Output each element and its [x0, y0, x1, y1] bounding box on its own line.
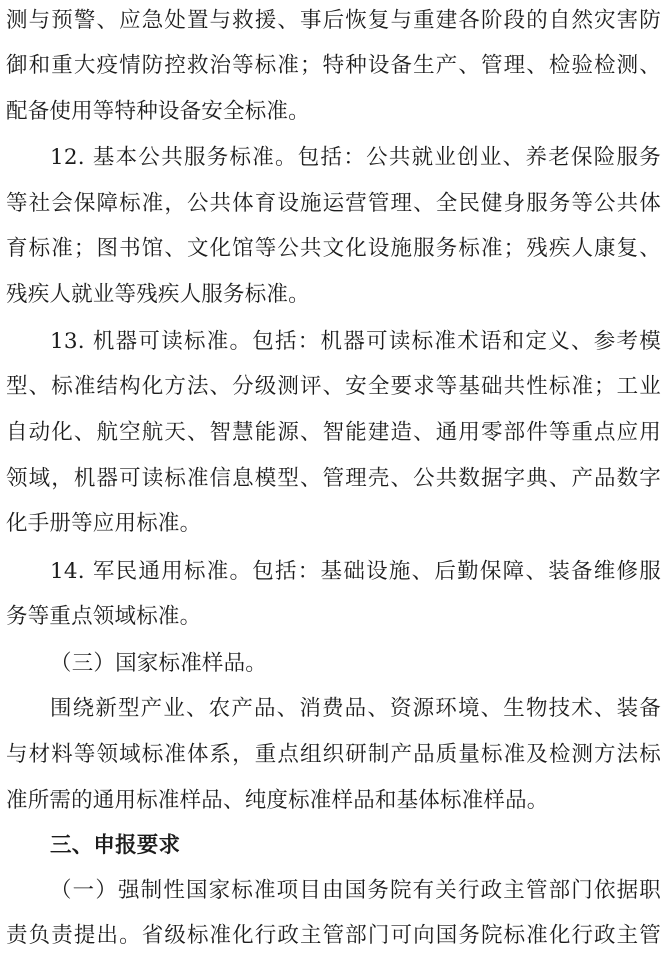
text-line: （一）强制性国家标准项目由国务院有关行政主管部门依据职	[50, 878, 661, 903]
text-line: 御和重大疫情防控救治等标准；特种设备生产、管理、检验检测、	[6, 53, 661, 78]
text-line: 责负责提出。省级标准化行政主管部门可向国务院标准化行政主管	[6, 923, 661, 948]
text-line: 配备使用等特种设备安全标准。	[6, 99, 310, 124]
text-line: 围绕新型产业、农产品、消费品、资源环境、生物技术、装备	[50, 696, 661, 721]
text-line: 自动化、航空航天、智慧能源、智能建造、通用零部件等重点应用	[6, 420, 661, 445]
text-line: 与材料等领域标准体系，重点组织研制产品质量标准及检测方法标	[6, 742, 661, 767]
text-line: 育标准；图书馆、文化馆等公共文化设施服务标准；残疾人康复、	[6, 236, 661, 261]
text-line: 残疾人就业等残疾人服务标准。	[6, 282, 310, 307]
text-line: 12. 基本公共服务标准。包括：公共就业创业、养老保险服务	[50, 145, 661, 170]
text-line: 化手册等应用标准。	[6, 511, 202, 536]
text-line: 型、标准结构化方法、分级测评、安全要求等基础共性标准；工业	[6, 374, 661, 399]
text-line: 领域，机器可读标准信息模型、管理壳、公共数据字典、产品数字	[6, 466, 661, 491]
text-line: 务等重点领域标准。	[6, 604, 202, 629]
text-line: 等社会保障标准，公共体育设施运营管理、全民健身服务等公共体	[6, 191, 661, 216]
section-heading: 三、申报要求	[50, 833, 181, 858]
text-line: 准所需的通用标准样品、纯度标准样品和基体标准样品。	[6, 788, 549, 813]
text-line: 测与预警、应急处置与救援、事后恢复与重建各阶段的自然灾害防	[6, 8, 661, 33]
text-line: 14. 军民通用标准。包括：基础设施、后勤保障、装备维修服	[50, 559, 661, 584]
section-title: （三）国家标准样品。	[50, 651, 268, 676]
text-line: 13. 机器可读标准。包括：机器可读标准术语和定义、参考模	[50, 329, 661, 354]
